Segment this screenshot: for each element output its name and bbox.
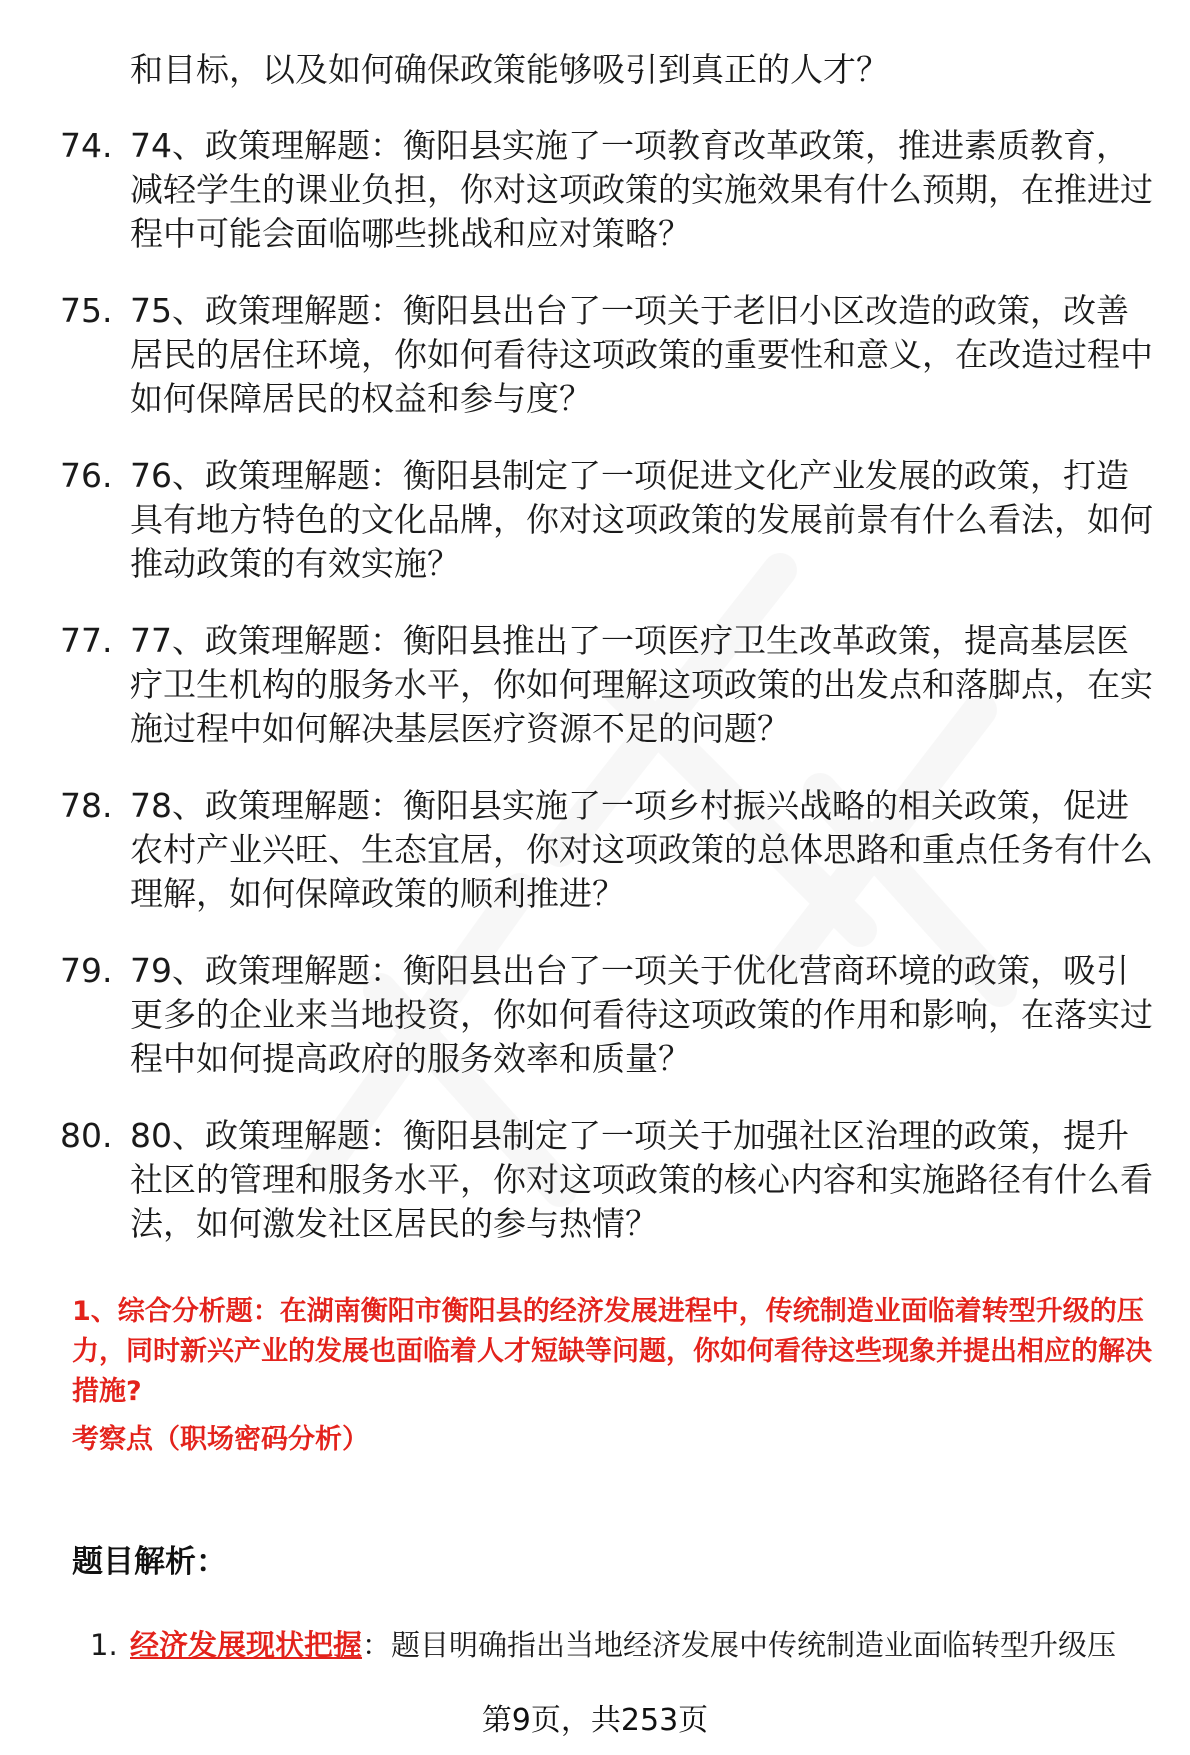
analysis-question: 1、综合分析题：在湖南衡阳市衡阳县的经济发展进程中，传统制造业面临着转型升级的压力，同时新兴产业的发展也面临着人才短缺等问题，你如何看待这些现象并提出相应的解决措施? bbox=[72, 1296, 1152, 1407]
page-footer: 第9页，共253页 bbox=[481, 1703, 709, 1738]
analysis-heading: 题目解析： bbox=[72, 1544, 227, 1580]
continuation-text: 和目标，以及如何确保政策能够吸引到真正的人才？ bbox=[130, 50, 889, 89]
list-item: 75. 75、政策理解题：衡阳县出台了一项关于老旧小区改造的政策，改善居民的居住环境，你如何看待这项政策的重要性和意义，在改造过程中如何保障居民的权益和参与度？ bbox=[60, 291, 1153, 418]
keyword-link[interactable]: 经济发展现状把握 bbox=[130, 1628, 363, 1662]
exam-point: 考察点（职场密码分析） bbox=[72, 1424, 369, 1455]
question-text: 79、政策理解题：衡阳县出台了一项关于优化营商环境的政策，吸引更多的企业来当地投资，你如何看待这项政策的作用和影响，在落实过程中如何提高政府的服务效率和质量？ bbox=[130, 951, 1153, 1078]
analysis-point: 1. 经济发展现状把握：题目明确指出当地经济发展中传统制造业面临转型升级压 bbox=[90, 1628, 1117, 1662]
list-item: 74. 74、政策理解题：衡阳县实施了一项教育改革政策，推进素质教育，减轻学生的课业负担，你对这项政策的实施效果有什么预期，在推进过程中可能会面临哪些挑战和应对策略？ bbox=[60, 126, 1153, 253]
list-item: 78. 78、政策理解题：衡阳县实施了一项乡村振兴战略的相关政策，促进农村产业兴旺、生态宜居，你对这项政策的总体思路和重点任务有什么理解，如何保障政策的顺利推进？ bbox=[60, 786, 1153, 913]
question-text: 76、政策理解题：衡阳县制定了一项促进文化产业发展的政策，打造具有地方特色的文化品牌，你对这项政策的发展前景有什么看法，如何推动政策的有效实施？ bbox=[130, 456, 1153, 583]
question-text: 75、政策理解题：衡阳县出台了一项关于老旧小区改造的政策，改善居民的居住环境，你如何看待这项政策的重要性和意义，在改造过程中如何保障居民的权益和参与度？ bbox=[130, 291, 1153, 418]
question-text: 74、政策理解题：衡阳县实施了一项教育改革政策，推进素质教育，减轻学生的课业负担，你对这项政策的实施效果有什么预期，在推进过程中可能会面临哪些挑战和应对策略？ bbox=[130, 126, 1153, 253]
list-item: 76. 76、政策理解题：衡阳县制定了一项促进文化产业发展的政策，打造具有地方特色的文化品牌，你对这项政策的发展前景有什么看法，如何推动政策的有效实施？ bbox=[60, 456, 1153, 583]
question-text: 77、政策理解题：衡阳县推出了一项医疗卫生改革政策，提高基层医疗卫生机构的服务水平，你如何理解这项政策的出发点和落脚点，在实施过程中如何解决基层医疗资源不足的问题？ bbox=[130, 621, 1153, 748]
question-text: 78、政策理解题：衡阳县实施了一项乡村振兴战略的相关政策，促进农村产业兴旺、生态宜居，你对这项政策的总体思路和重点任务有什么理解，如何保障政策的顺利推进？ bbox=[130, 786, 1153, 913]
list-item: 77. 77、政策理解题：衡阳县推出了一项医疗卫生改革政策，提高基层医疗卫生机构的服务水平，你如何理解这项政策的出发点和落脚点，在实施过程中如何解决基层医疗资源不足的问题？ bbox=[60, 621, 1153, 748]
question-text: 80、政策理解题：衡阳县制定了一项关于加强社区治理的政策，提升社区的管理和服务水平，你对这项政策的核心内容和实施路径有什么看法，如何激发社区居民的参与热情？ bbox=[130, 1116, 1153, 1243]
list-item: 80. 80、政策理解题：衡阳县制定了一项关于加强社区治理的政策，提升社区的管理和服务水平，你对这项政策的核心内容和实施路径有什么看法，如何激发社区居民的参与热情？ bbox=[60, 1116, 1153, 1243]
question-list bbox=[0, 124, 1160, 1279]
list-item: 79. 79、政策理解题：衡阳县出台了一项关于优化营商环境的政策，吸引更多的企业来当地投资，你如何看待这项政策的作用和影响，在落实过程中如何提高政府的服务效率和质量？ bbox=[60, 951, 1153, 1078]
